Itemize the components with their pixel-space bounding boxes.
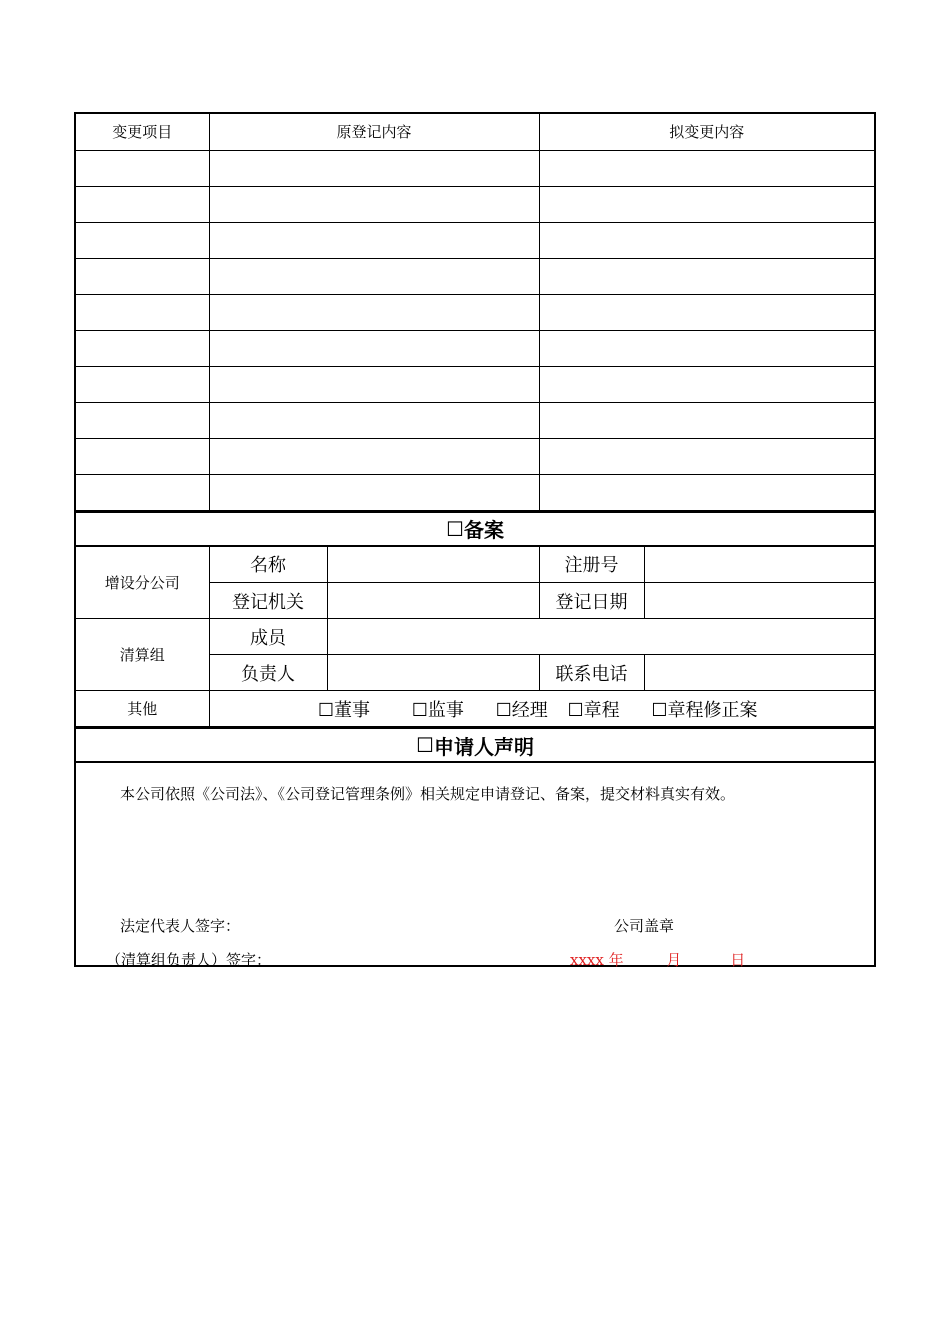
original-content-cell[interactable] [209,222,539,258]
declaration-body [76,763,874,969]
change-item-cell[interactable] [76,222,209,258]
name-field[interactable] [327,547,539,583]
company-seal: 公司盖章 [614,917,675,935]
members-label: 成员 [209,619,327,655]
table-row [76,438,874,474]
proposed-content-cell[interactable] [539,474,874,510]
proposed-content-cell[interactable] [539,258,874,294]
option-director[interactable]: ☐董事 [317,699,371,721]
proposed-content-cell[interactable] [539,366,874,402]
declaration-statement: 本公司依照《公司法》、《公司登记管理条例》相关规定申请登记、备案，提交材料真实有效。 [120,785,736,803]
table-row [76,330,874,366]
option-articles[interactable]: ☐章程 [567,699,620,721]
change-item-cell[interactable] [76,366,209,402]
date-day: 日 [730,951,746,969]
change-item-cell[interactable] [76,258,209,294]
original-content-cell[interactable] [209,474,539,510]
original-content-cell[interactable] [209,330,539,366]
original-content-cell[interactable] [209,294,539,330]
proposed-content-cell[interactable] [539,438,874,474]
original-content-cell[interactable] [209,150,539,186]
change-item-cell[interactable] [76,402,209,438]
change-table [76,114,874,511]
members-field[interactable] [327,619,874,655]
table-row [76,258,874,294]
original-content-cell[interactable] [209,402,539,438]
other-options [209,691,874,727]
declaration-title: 申请人声明 [433,734,534,759]
date-month: 月 [666,951,682,969]
option-manager[interactable]: ☐经理 [495,699,548,721]
table-row [76,366,874,402]
table-row [76,474,874,510]
change-item-cell[interactable] [76,438,209,474]
branch-label: 增设分公司 [76,547,209,619]
table-row [76,402,874,438]
proposed-content-cell[interactable] [539,222,874,258]
reg-date-label: 登记日期 [539,583,644,619]
reg-no-label: 注册号 [539,547,644,583]
proposed-content-cell[interactable] [539,294,874,330]
filing-table [76,547,874,728]
authority-field[interactable] [327,583,539,619]
change-item-cell[interactable] [76,186,209,222]
other-label: 其他 [76,691,209,727]
proposed-content-cell[interactable] [539,186,874,222]
declaration-date [570,949,745,970]
filing-checkbox[interactable]: ☐ [446,516,464,541]
table-row [76,186,874,222]
filing-section-header [76,511,874,547]
header-change-item: 变更项目 [76,114,209,150]
liquidation-label: 清算组 [76,619,209,691]
phone-label: 联系电话 [539,655,644,691]
declaration-checkbox[interactable]: ☐ [416,733,434,757]
original-content-cell[interactable] [209,438,539,474]
change-item-cell[interactable] [76,330,209,366]
table-row [76,294,874,330]
proposed-content-cell[interactable] [539,330,874,366]
change-item-cell[interactable] [76,150,209,186]
option-supervisor[interactable]: ☐监事 [411,699,464,721]
filing-title: 备案 [463,518,504,542]
leader-field[interactable] [327,655,539,691]
table-row [76,222,874,258]
table-header-row [76,114,874,150]
phone-field[interactable] [644,655,874,691]
header-proposed-content: 拟变更内容 [539,114,874,150]
leader-label: 负责人 [209,655,327,691]
option-articles-amendment[interactable]: ☐章程修正案 [651,699,758,721]
reg-date-field[interactable] [644,583,874,619]
original-content-cell[interactable] [209,186,539,222]
declaration-section-header [76,727,874,763]
change-item-cell[interactable] [76,294,209,330]
reg-no-field[interactable] [644,547,874,583]
header-original-content: 原登记内容 [209,114,539,150]
authority-label: 登记机关 [209,583,327,619]
original-content-cell[interactable] [209,366,539,402]
change-item-cell[interactable] [76,474,209,510]
proposed-content-cell[interactable] [539,402,874,438]
original-content-cell[interactable] [209,258,539,294]
proposed-content-cell[interactable] [539,150,874,186]
name-label: 名称 [209,547,327,583]
table-row [76,150,874,186]
legal-rep-signature: 法定代表人签字： [120,917,241,935]
date-year: xxxx 年 [570,951,624,969]
registration-form [74,112,876,967]
liquidation-leader-signature: （清算组负责人）签字： [106,951,272,969]
